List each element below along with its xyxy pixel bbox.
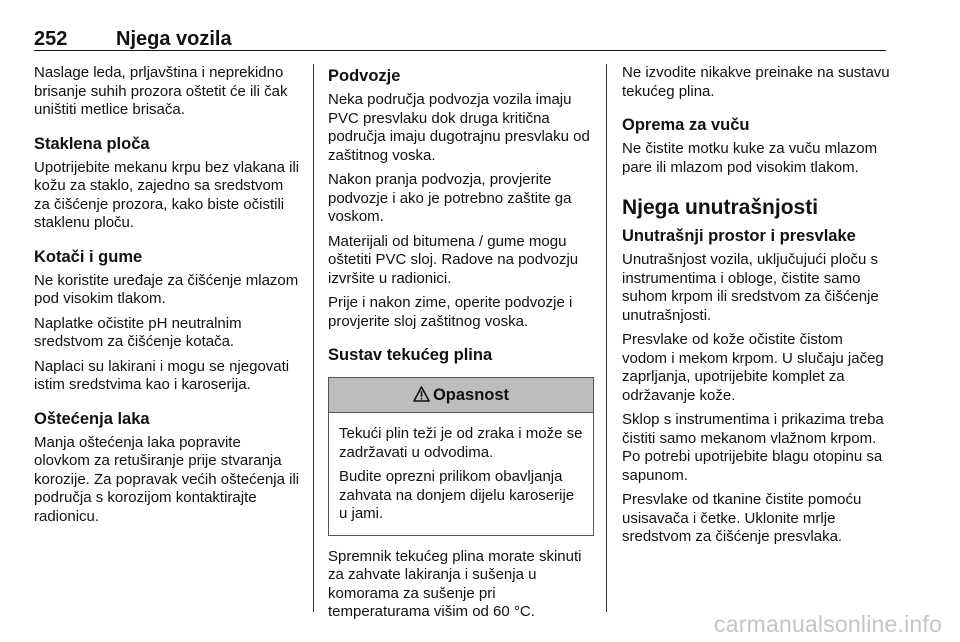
paragraph: Prije i nakon zime, operite podvozje i provjerite sloj zaštitnog voska. xyxy=(328,294,573,330)
paragraph: Sklop s instrumentima i prikazima treba čistiti samo mekanom vlažnom krpom. Po potrebi upotrijebite blagu otopinu sa sapunom. xyxy=(622,411,884,484)
paragraph: Naplaci su lakirani i mogu se njegovati istim sredstvima kao i karoserija. xyxy=(34,357,290,393)
paragraph: Unutrašnjost vozila, uključujući ploču s instrumentima i obloge, čistite samo suhom krpom ili sredstvom za čišćenje unutrašnjosti. xyxy=(622,251,879,324)
warning-body xyxy=(329,413,593,535)
section-heading-staklena-ploca: Staklena ploča xyxy=(34,134,150,153)
paragraph: Ne koristite uređaje za čišćenje mlazom pod visokim tlakom. xyxy=(34,271,299,307)
intro-paragraph: Naslage leda, prljavština i neprekidno brisanje suhih prozora oštetit će ili čak uništiti metlice brisača. xyxy=(34,64,288,118)
column-3 xyxy=(622,64,892,553)
section-heading-ostecenja-laka: Oštećenja laka xyxy=(34,409,150,428)
column-2 xyxy=(328,64,594,628)
warning-box xyxy=(328,377,594,536)
section-heading-kotaci-i-gume: Kotači i gume xyxy=(34,247,143,266)
paragraph: Upotrijebite mekanu krpu bez vlakana ili kožu za staklo, zajedno sa sredstvom za čišćenje prozora, kako biste očistili staklenu ploču. xyxy=(34,158,300,231)
section-heading-unutrasnji-prostor: Unutrašnji prostor i presvlake xyxy=(622,227,856,245)
section-heading-oprema-za-vucu: Oprema za vuču xyxy=(622,116,750,134)
paragraph: Neka područja podvozja vozila imaju PVC presvlaku dok druga kritična područja imaju dugotrajnu presvlaku od zaštitnog voska. xyxy=(328,91,590,164)
page-number: 252 xyxy=(34,28,68,50)
warning-paragraph: Tekući plin teži je od zraka i može se zadržavati u odvodima. xyxy=(339,425,583,461)
column-1 xyxy=(34,64,300,532)
paragraph: Manja oštećenja laka popravite olovkom za retuširanje prije stvaranja korozije. Za popravak većih oštećenja ili područja s korozijom kontaktirajte radionicu. xyxy=(34,433,300,525)
paragraph: Materijali od bitumena / gume mogu oštetiti PVC sloj. Radove na podvozju izvršite u radionici. xyxy=(328,232,579,287)
paragraph: Spremnik tekućeg plina morate skinuti za zahvate lakiranja i sušenja u komorama za sušenje pri temperaturama višim od 60 °C. xyxy=(328,547,582,620)
page-header xyxy=(34,28,886,51)
paragraph: Presvlake od tkanine čistite pomoću usisavača i četke. Uklonite mrlje sredstvom za čišćenje presvlaka. xyxy=(622,491,862,545)
warning-paragraph: Budite oprezni prilikom obavljanja zahvata na donjem dijelu karoserije u jami. xyxy=(339,468,575,522)
paragraph: Nakon pranja podvozja, provjerite podvozje i ako je potrebno zaštite ga voskom. xyxy=(328,171,572,225)
warning-header xyxy=(329,378,593,413)
watermark: carmanualsonline.info xyxy=(714,611,942,637)
warning-title: Opasnost xyxy=(432,386,510,404)
section-heading-sustav-tekuceg-plina: Sustav tekućeg plina xyxy=(328,346,493,364)
paragraph: Presvlake od kože očistite čistom vodom i mekom krpom. U slučaju jačeg zaprljanja, upotrijebite komplet za održavanje kože. xyxy=(622,331,884,404)
section-heading-podvozje: Podvozje xyxy=(328,67,401,85)
paragraph: Naplatke očistite pH neutralnim sredstvom za čišćenje kotača. xyxy=(34,314,242,350)
column-divider xyxy=(313,64,314,612)
paragraph: Ne čistite motku kuke za vuču mlazom pare ili mlazom pod visokim tlakom. xyxy=(622,140,878,176)
warning-triangle-icon xyxy=(413,380,430,414)
intro-paragraph: Ne izvodite nikakve preinake na sustavu tekućeg plina. xyxy=(622,64,890,100)
chapter-title: Njega vozila xyxy=(116,28,232,50)
column-divider xyxy=(606,64,607,612)
chapter-heading-njega-unutrasnjosti: Njega unutrašnjosti xyxy=(622,196,819,219)
